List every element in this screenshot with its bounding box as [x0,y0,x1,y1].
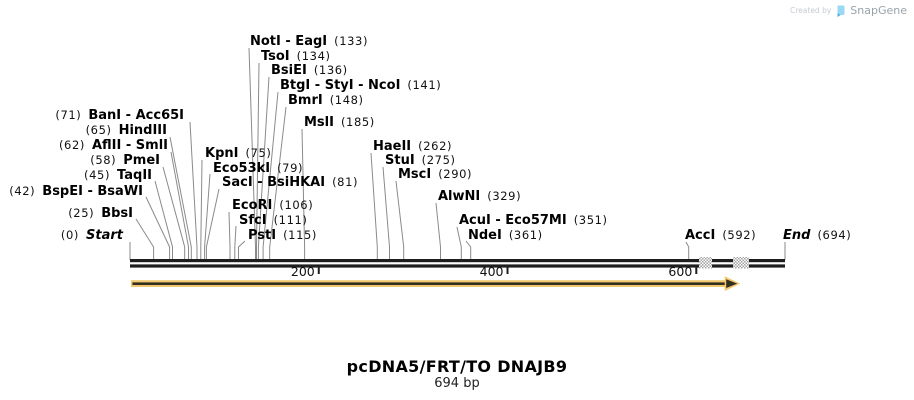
site-label-ecori [232,199,313,212]
site-label-haeii [373,140,452,153]
site-name: AlwNI [438,189,481,204]
site-pos: (62) [58,138,85,152]
site-label-noti-eagi [250,35,368,48]
site-label-bbsi [68,207,133,220]
site-label-msli [304,116,375,129]
site-pos: (329) [487,189,522,203]
site-label-hindiii [86,124,167,137]
site-label-kpni [205,147,272,160]
site-name: SacI - BsiHKAI [222,175,326,190]
site-pos: (58) [90,153,117,167]
site-label-bmri [288,94,364,107]
watermark-created-by: Created by [790,6,832,15]
site-label-pmei [90,154,160,167]
site-pos: (361) [508,228,543,242]
site-label-eco53ki [213,162,303,175]
site-pos: (75) [245,146,272,160]
site-name: BtgI - StyI - NcoI [280,78,401,93]
site-name: BanI - Acc65I [88,108,184,123]
site-label-stui [385,154,456,167]
site-label-msci [398,168,472,181]
site-pos: (45) [84,168,111,182]
site-name: HaeII [373,139,412,154]
site-name: Start [86,228,123,243]
site-name: PstI [248,228,277,243]
site-pos: (185) [340,115,375,129]
site-pos: (351) [573,213,608,227]
site-label-ndei [468,229,543,242]
site-name: TaqII [117,168,152,183]
site-pos: (65) [85,123,112,137]
site-label-start [61,229,123,242]
ruler-label-400: 400 [479,264,504,279]
watermark-brand: SnapGene [850,4,907,17]
site-pos: (106) [279,198,314,212]
site-label-bani-acc65i [55,109,184,122]
site-pos: (42) [9,184,36,198]
site-name: BspEI - BsaWI [42,184,143,199]
site-name: AcuI - Eco57MI [459,213,567,228]
site-pos: (71) [55,108,82,122]
site-pos: (134) [296,49,331,63]
site-pos: (81) [332,175,359,189]
site-label-bsiei [271,64,348,77]
plasmid-length: 694 bp [434,376,480,391]
site-label-end [783,229,851,242]
site-name: BsiEI [271,63,307,78]
watermark [790,4,907,17]
site-pos: (694) [817,228,852,242]
site-name: PmeI [123,153,160,168]
site-label-btgi-styi-ncoi [280,79,441,92]
site-pos: (262) [418,139,453,153]
site-name: End [783,228,811,243]
site-label-psti [248,229,317,242]
site-name: HindIII [118,123,167,138]
site-name: StuI [385,153,415,168]
site-name: NotI - EagI [250,34,328,49]
site-pos: (592) [722,228,757,242]
site-name: SfcI [239,213,267,228]
site-name: AccI [685,228,716,243]
site-label-acui-eco57mi [459,214,608,227]
site-pos: (79) [277,161,304,175]
site-label-acci [685,229,756,242]
site-name: Eco53kI [213,161,271,176]
site-name: BbsI [101,206,133,221]
site-label-saci-bsihkai [222,176,358,189]
site-name: TsoI [261,49,290,64]
site-name: MslI [304,115,334,130]
site-name: BmrI [288,93,323,108]
site-pos: (136) [313,63,348,77]
site-name: AflII - SmlI [91,138,168,153]
ruler-label-600: 600 [668,264,693,279]
site-pos: (115) [283,228,318,242]
site-pos: (141) [407,78,442,92]
site-pos: (0) [60,228,80,242]
site-pos: (275) [421,153,456,167]
site-name: KpnI [205,146,239,161]
site-pos: (148) [329,93,364,107]
site-pos: (290) [438,167,473,181]
site-pos: (111) [273,213,308,227]
site-name: NdeI [468,228,502,243]
site-pos: (133) [334,34,369,48]
site-name: EcoRI [232,198,273,213]
site-pos: (25) [68,206,95,220]
plasmid-title: pcDNA5/FRT/TO DNAJB9 [346,357,568,376]
site-label-tsoi [261,50,331,63]
site-label-sfci [239,214,308,227]
site-label-aflii-smli [59,139,168,152]
site-label-bspei-bsawi [9,185,143,198]
ruler-label-200: 200 [290,264,315,279]
snapgene-logo-icon [836,5,845,17]
site-name: MscI [398,167,432,182]
site-label-alwni [438,190,521,203]
site-label-taqii [84,169,152,182]
